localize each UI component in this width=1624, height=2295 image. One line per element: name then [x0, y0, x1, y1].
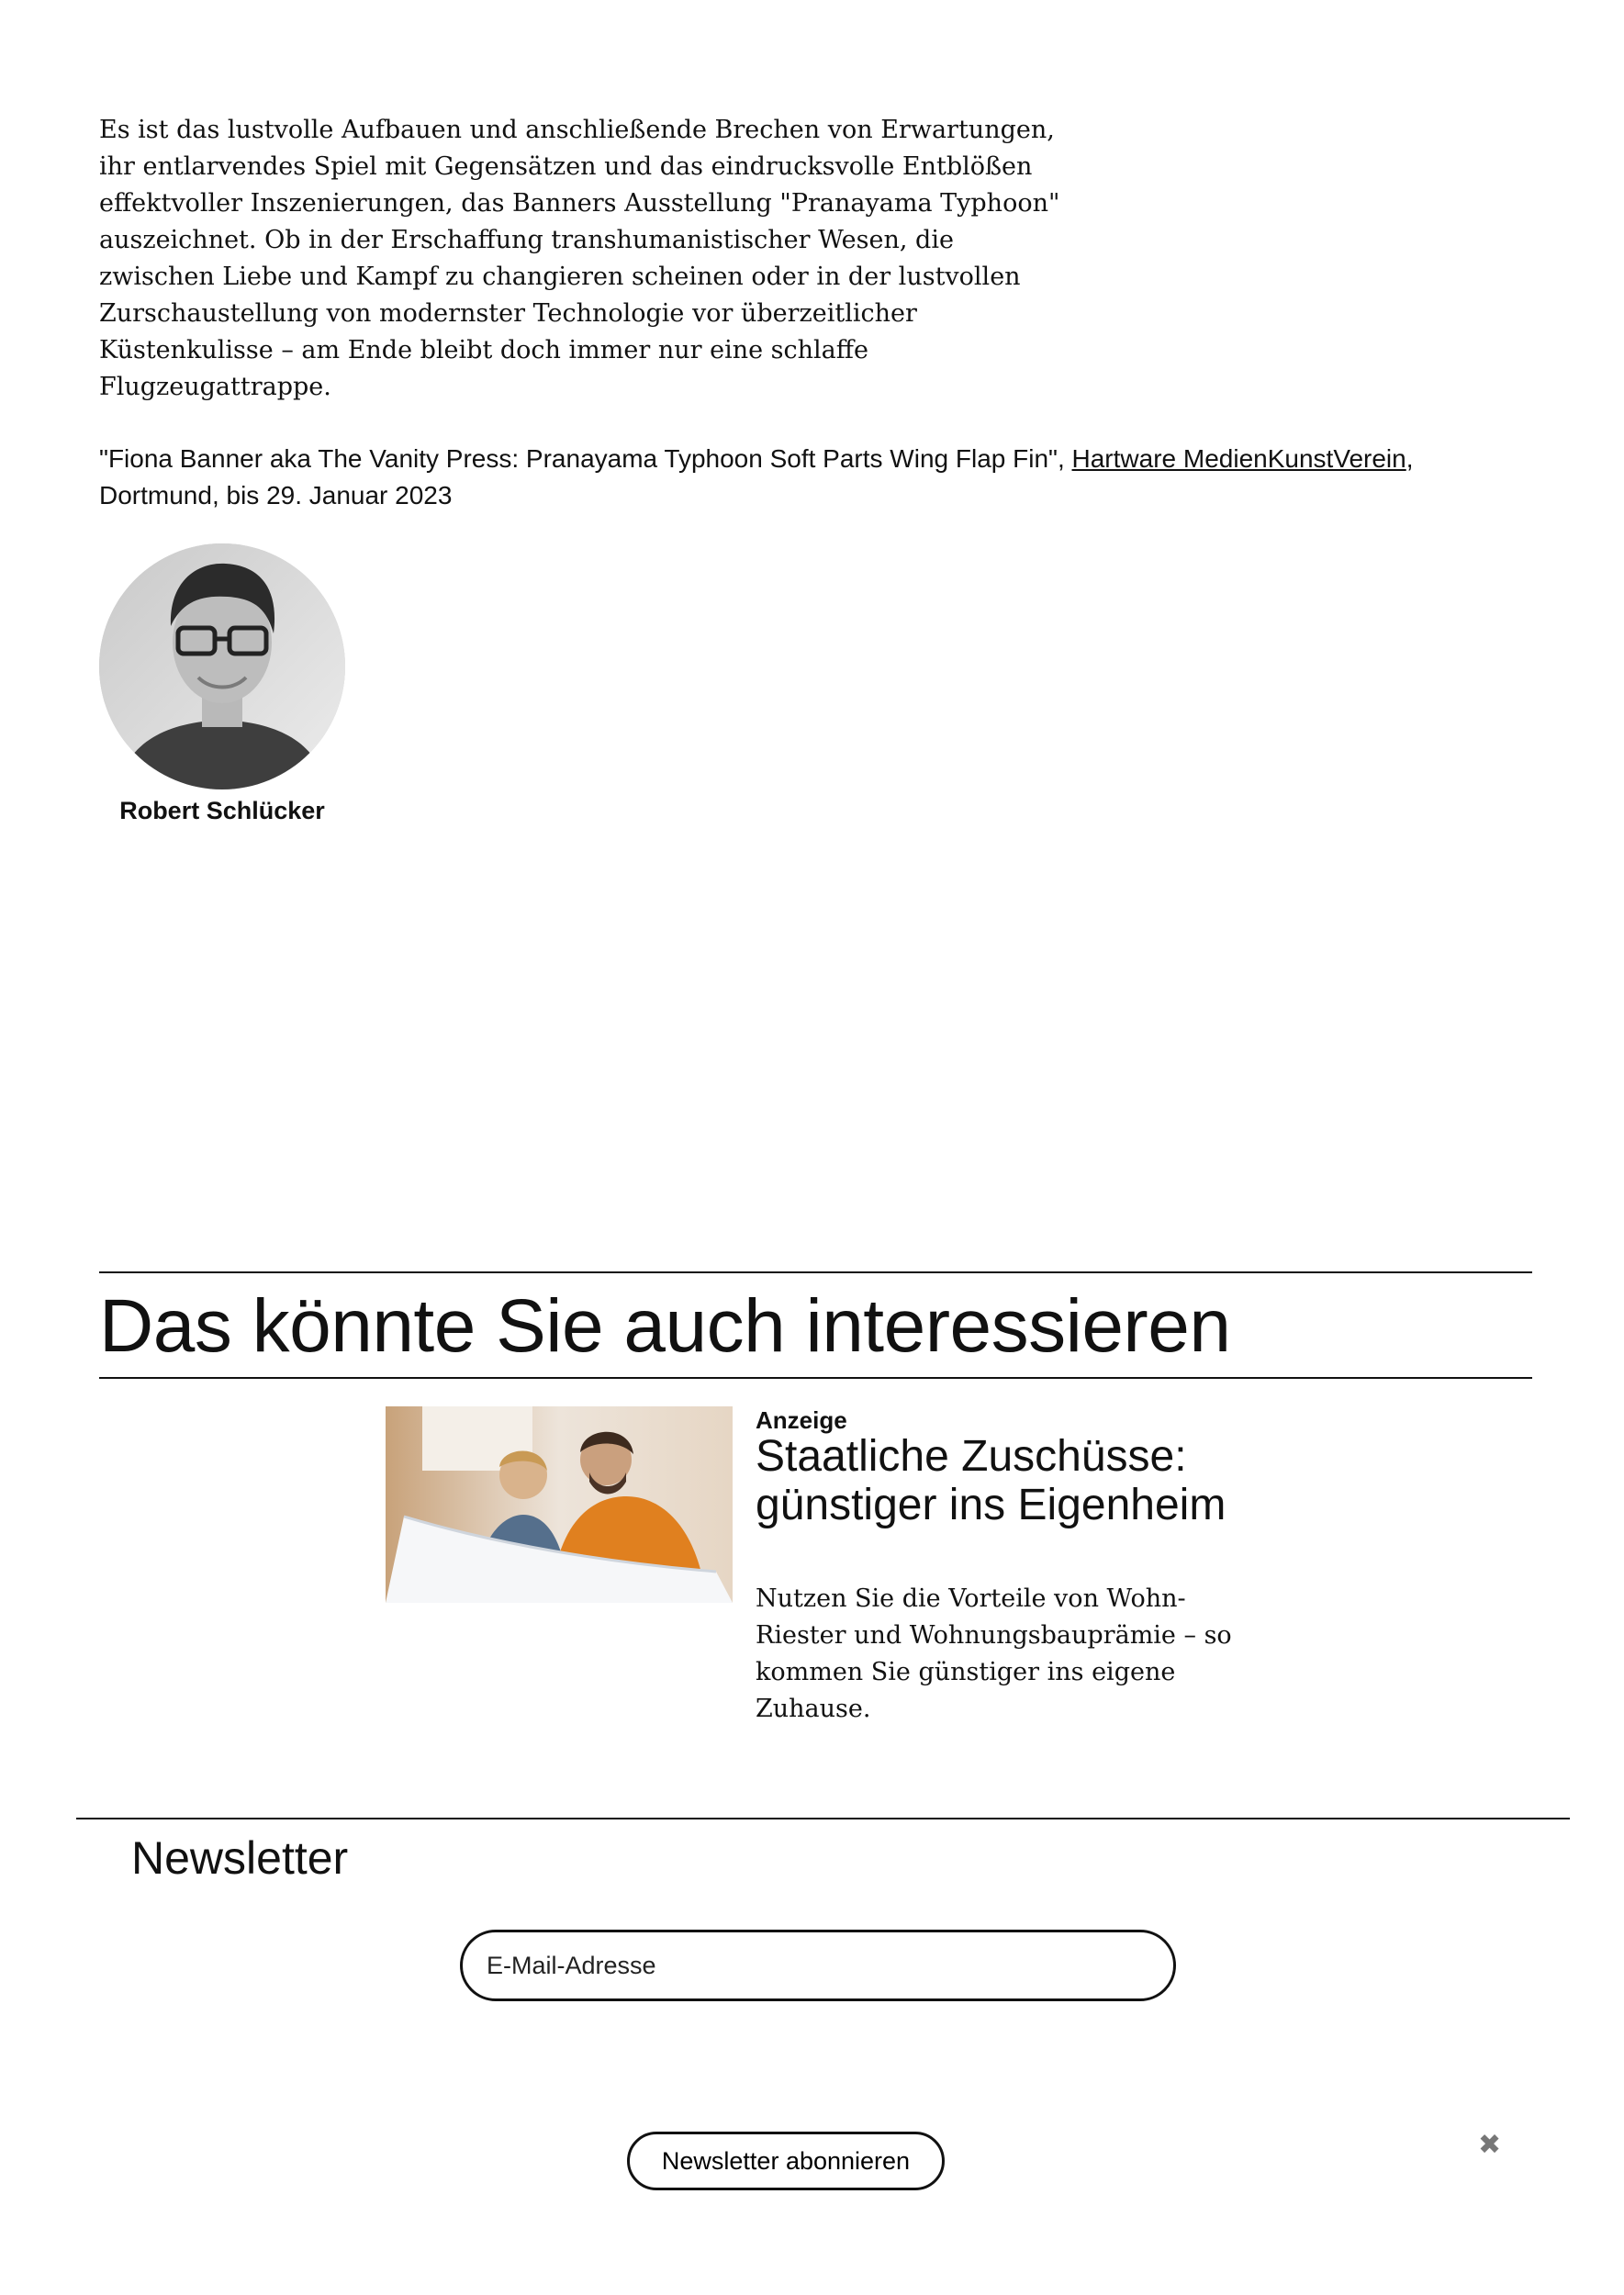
exhibition-credit	[99, 441, 1531, 514]
credit-text: "Fiona Banner aka The Vanity Press: Pranayama Typhoon Soft Parts Wing Flap Fin",	[99, 444, 1072, 473]
close-icon[interactable]: ✖	[1478, 2130, 1502, 2160]
ad-label: Anzeige	[756, 1406, 847, 1434]
credit-suffix: , Dortmund, bis 29. Januar 2023	[99, 444, 1414, 509]
couple-with-plans-icon	[386, 1406, 733, 1603]
venue-link[interactable]: Hartware MedienKunstVerein	[1071, 444, 1406, 473]
author-avatar	[99, 543, 345, 789]
ad-description: Nutzen Sie die Vorteile von Wohn-Riester und Wohnungsbauprämie – so kommen Sie günstiger ins eigene Zuhause.	[756, 1584, 1232, 1723]
section-divider-top	[99, 1271, 1532, 1273]
author-name: Robert Schlücker	[119, 797, 325, 824]
newsletter-divider	[76, 1818, 1570, 1819]
email-field[interactable]	[460, 1930, 1176, 2001]
author-portrait-icon	[99, 543, 345, 789]
newsletter-heading: Newsletter	[131, 1832, 349, 1884]
section-divider-bottom	[99, 1377, 1532, 1379]
ad-title[interactable]: Staatliche Zuschüsse: günstiger ins Eigenheim	[756, 1432, 1226, 1529]
ad-image[interactable]	[386, 1406, 733, 1603]
subscribe-button[interactable]: Newsletter abonnieren	[627, 2132, 945, 2190]
related-section-heading: Das könnte Sie auch interessieren	[99, 1284, 1231, 1368]
article-body-paragraph: Es ist das lustvolle Aufbauen und anschließende Brechen von Erwartungen, ihr entlarvendes Spiel mit Gegensätzen und das eindrucksvolle Entblößen effektvoller Inszenierungen, das Banners Ausstellung "Pranayama Typhoon" auszeichnet. Ob in der Erschaffung transhumanistischer Wesen, die zwischen Liebe und Kampf zu changieren scheinen oder in der lustvollen Zurschaustellung von modernster Technologie vor überzeitlicher Küstenkulisse – am Ende bleibt doch immer nur eine schlaffe Flugzeugattrappe.	[99, 116, 1060, 401]
